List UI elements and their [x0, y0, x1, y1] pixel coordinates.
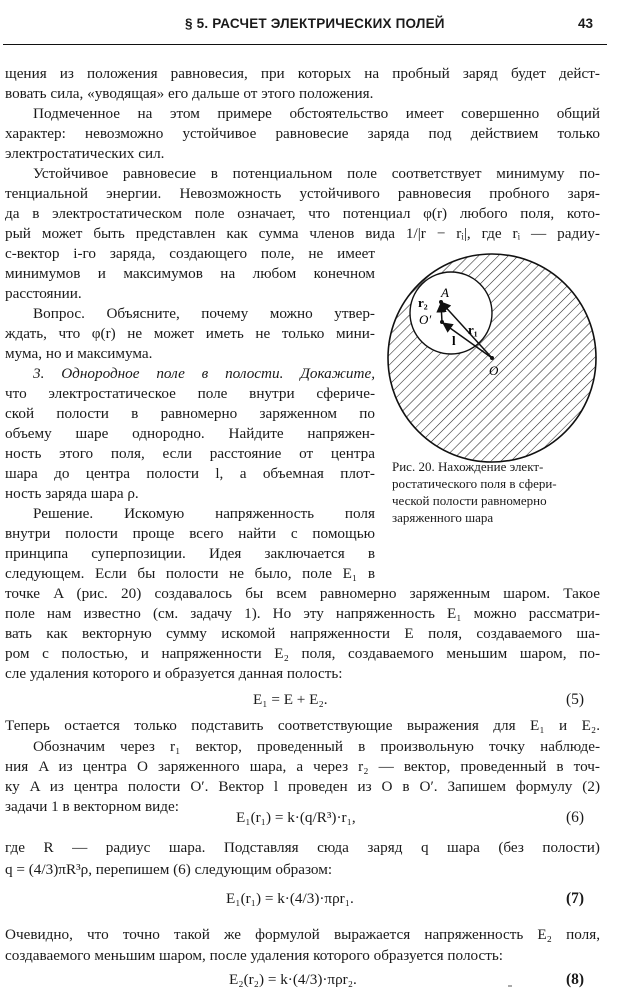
text-line: минимумов и максимумов на любом конечном — [5, 265, 375, 282]
text-line: Очевидно, что точно такой же формулой выражается напряженность E₂ поля, — [5, 926, 600, 943]
text-line: с-вектор i-го заряда, создающего поле, не имеет — [5, 245, 375, 262]
text-line: ской полости в равномерно заряженном по — [5, 405, 375, 422]
text-line: вовать сила, «уводящая» его дальше от этого положения. — [5, 85, 374, 102]
text-line: ность этого поля, если расстояние от центра — [5, 445, 375, 462]
text-line: тенциальной энергии. Невозможность устойчивого равновесия пробного заря- — [5, 185, 600, 202]
header-rule — [3, 44, 607, 45]
text-line: да в электростатическом поле означает, что потенциал φ(r) любого поля, кото- — [5, 205, 600, 222]
text-line: ром с полостью, и напряженности E₂ поля, создаваемого меньшим шаром, по- — [5, 645, 600, 662]
text-line: задачи 1 в векторном виде: — [5, 798, 179, 815]
problem-title-line: 3. Однородное поле в полости. Докажите, — [33, 365, 375, 382]
text-line: поле нам известно (см. задачу 1). Но эту напряженность E₁ можно рассматри- — [5, 605, 600, 622]
text-line: точке A (рис. 20) создавалось бы всем равномерно заряженным шаром. Такое — [5, 585, 600, 602]
equation-number: (6) — [566, 809, 585, 826]
page-number: 43 — [578, 16, 594, 31]
equation-number: (7) — [566, 890, 585, 907]
text-line: объему шаре однородно. Найдите напряжен- — [5, 425, 375, 442]
figure-caption-line: ческой полости равномерно — [392, 493, 547, 508]
equation-7: E₁(r₁) = k·(4/3)·πρr₁. — [226, 890, 354, 907]
text-line: ку A из центра полости O′. Вектор l проведен из O в O′. Запишем формулу (2) — [5, 778, 600, 795]
label-r2: r₂ — [418, 295, 428, 310]
vector-r2 — [441, 303, 442, 322]
text-line: вать как векторную сумму искомой напряженности E поля, создаваемого ша- — [5, 625, 600, 642]
text-line: q = (4/3)πR³ρ, перепишем (6) следующим образом: — [5, 861, 333, 878]
running-header — [0, 14, 622, 40]
text-line: следующем. Если бы полости не было, поле E₁ в — [5, 565, 375, 582]
text-line: принципа суперпозиции. Идея заключается в — [5, 545, 375, 562]
text-line: внутри полости проще всего найти с помощью — [5, 525, 375, 542]
text-line: ность заряда шара ρ. — [5, 485, 139, 502]
label-r1: r₁ — [468, 322, 478, 337]
label-l: l — [452, 333, 456, 348]
equation-8: E₂(r₂) = k·(4/3)·πρr₂. — [229, 971, 357, 988]
equation-5: E₁ = E + E₂. — [253, 691, 328, 708]
text-line: Теперь остается только подставить соответствующие выражения для E₁ и E₂. — [5, 717, 600, 734]
text-line: Подмеченное на этом примере обстоятельство имеет совершенно общий — [33, 105, 600, 122]
text-line: характер: невозможно устойчивое равновесие заряда под действием только — [5, 125, 600, 142]
label-a: A — [441, 285, 449, 300]
text-line: где R — радиус шара. Подставляя сюда заряд q шара (без полости) — [5, 839, 600, 856]
text-line: щения из положения равновесия, при которых на пробный заряд будет дейст- — [5, 65, 600, 82]
point-o-prime — [440, 320, 444, 324]
text-line: Устойчивое равновесие в потенциальном поле соответствует минимуму по- — [33, 165, 600, 182]
label-o: O — [489, 363, 499, 378]
text-line: шара до центра полости l, а объемная плот- — [5, 465, 375, 482]
text-line: мума, но и максимума. — [5, 345, 153, 362]
point-o — [490, 356, 494, 360]
equation-number: (8) — [566, 971, 585, 988]
solution-line: Решение. Искомую напряженность поля — [33, 505, 375, 522]
text-line: сле удаления которого и образуется данная полость: — [5, 665, 343, 682]
text-line: ния A из центра O заряженного шара, а через r₂ — вектор, проведенный в точ- — [5, 758, 600, 775]
equation-number: (5) — [566, 691, 585, 708]
section-title: § 5. РАСЧЕТ ЭЛЕКТРИЧЕСКИХ ПОЛЕЙ — [185, 16, 445, 31]
figure-caption-line: Рис. 20. Нахождение элект- — [392, 459, 544, 474]
figure-20 — [385, 250, 600, 465]
label-o-prime: O′ — [419, 312, 432, 327]
point-a — [439, 300, 443, 304]
equation-6: E₁(r₁) = k·(q/R³)·r₁, — [236, 809, 356, 826]
text-line: создаваемого меньшим шаром, после удаления которого образуется полость: — [5, 947, 504, 964]
text-line: расстоянии. — [5, 285, 82, 302]
text-line: Обозначим через r₁ вектор, проведенный в произвольную точку наблюде- — [33, 738, 600, 755]
scan-mark — [480, 985, 570, 987]
figure-caption-line: заряженного шара — [392, 510, 494, 525]
figure-caption-line: ростатического поля в сфери- — [392, 476, 557, 491]
question-line: Вопрос. Объясните, почему можно утвер- — [33, 305, 375, 322]
text-line: электростатических сил. — [5, 145, 165, 162]
text-line: ждать, что φ(r) не может иметь не только мини- — [5, 325, 375, 342]
text-line: что электростатическое поле внутри сфериче- — [5, 385, 375, 402]
text-line: рый может быть представлен как сумма членов вида 1/|r − rᵢ|, где rᵢ — радиу- — [5, 225, 600, 242]
